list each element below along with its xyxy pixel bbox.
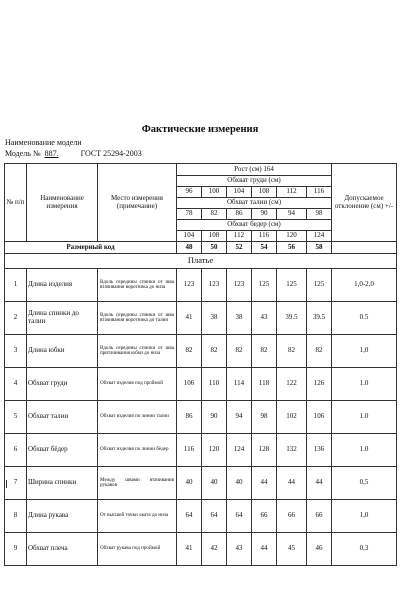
size-code-value: 48 (177, 242, 202, 254)
row-number: 4 (5, 368, 27, 401)
size-code-value: 50 (202, 242, 227, 254)
measurement-name: Длина рукава (27, 500, 98, 533)
measurement-value: 45 (277, 533, 307, 566)
header-hips: Обхват бедер (см) (177, 220, 332, 231)
hips-value: 112 (227, 231, 252, 242)
table-row (5, 467, 397, 500)
measurement-value: 94 (227, 401, 252, 434)
size-code-value: 52 (227, 242, 252, 254)
measurement-value: 43 (227, 533, 252, 566)
header-tolerance: Допускаемое отклонение (см) +/- (332, 164, 397, 242)
waist-value: 78 (177, 209, 202, 220)
model-number-line (5, 149, 142, 158)
measurement-value: 66 (277, 500, 307, 533)
measurement-place: Обхват изделия по линии талии (98, 401, 177, 434)
measurement-value: 98 (252, 401, 277, 434)
size-code-tolerance-cell (332, 242, 397, 254)
measurement-value: 66 (252, 500, 277, 533)
hips-value: 120 (277, 231, 307, 242)
measurement-place: Обхват рукава под проймой (98, 533, 177, 566)
header-waist: Обхват талии (см) (177, 198, 332, 209)
tolerance-value: 1,0 (332, 335, 397, 368)
measurement-name: Обхват груди (27, 368, 98, 401)
measurement-value: 40 (227, 467, 252, 500)
measurement-value: 125 (252, 269, 277, 302)
row-number: 2 (5, 302, 27, 335)
measurement-name: Ширина спинки (27, 467, 98, 500)
table-row (5, 500, 397, 533)
measurement-value: 125 (277, 269, 307, 302)
gost-label: ГОСТ 25294-2003 (80, 149, 142, 158)
table-row (5, 269, 397, 302)
measurement-name: Обхват бёдер (27, 434, 98, 467)
header-place: Место измерения (примечание) (98, 164, 177, 242)
table-row (5, 401, 397, 434)
measurement-value: 106 (177, 368, 202, 401)
measurement-place: Обхват изделия под проймой (98, 368, 177, 401)
measurement-place: Вдоль середины спинки от шва втачивания воротника до низа (98, 269, 177, 302)
table-row (5, 335, 397, 368)
measurement-value: 82 (252, 335, 277, 368)
waist-value: 94 (277, 209, 307, 220)
size-code-label: Размерный код (5, 242, 177, 254)
measurement-value: 44 (252, 533, 277, 566)
header-height: Рост (см) 164 (177, 164, 332, 176)
measurement-value: 116 (177, 434, 202, 467)
measurement-value: 44 (307, 467, 332, 500)
tolerance-value: 1.0 (332, 401, 397, 434)
row-number: 1 (5, 269, 27, 302)
model-no-value: 887. (44, 149, 59, 158)
row-number: 3 (5, 335, 27, 368)
chest-value: 112 (277, 187, 307, 198)
header-chest: Обхват груди (см) (177, 176, 332, 187)
text-cursor (6, 480, 7, 488)
hips-value: 108 (202, 231, 227, 242)
measurement-value: 123 (202, 269, 227, 302)
measurement-value: 86 (177, 401, 202, 434)
chest-value: 104 (227, 187, 252, 198)
section-label: Платье (5, 254, 397, 269)
measurement-value: 114 (227, 368, 252, 401)
measurement-value: 66 (307, 500, 332, 533)
measurement-place: От высшей точки оката до низа (98, 500, 177, 533)
hips-value: 124 (307, 231, 332, 242)
measurement-value: 82 (277, 335, 307, 368)
measurement-value: 106 (307, 401, 332, 434)
measurement-name: Длина спинки до талии (27, 302, 98, 335)
measurement-value: 64 (177, 500, 202, 533)
measurement-value: 120 (202, 434, 227, 467)
measurement-place: Вдоль середины спинки от шва притачивания юбки до низа (98, 335, 177, 368)
row-number: 5 (5, 401, 27, 434)
model-name-label: Наименование модели (5, 138, 82, 147)
measurement-name: Длина юбки (27, 335, 98, 368)
measurement-value: 128 (252, 434, 277, 467)
table-row (5, 533, 397, 566)
chest-value: 96 (177, 187, 202, 198)
tolerance-value: 1.0 (332, 434, 397, 467)
hips-value: 116 (252, 231, 277, 242)
row-number: 6 (5, 434, 27, 467)
measurement-value: 125 (307, 269, 332, 302)
measurement-value: 136 (307, 434, 332, 467)
measurement-value: 82 (307, 335, 332, 368)
tolerance-value: 0.5 (332, 302, 397, 335)
measurement-value: 64 (202, 500, 227, 533)
header-name: Наименование измерения (27, 164, 98, 242)
hips-value: 104 (177, 231, 202, 242)
measurement-value: 44 (252, 467, 277, 500)
measurement-value: 124 (227, 434, 252, 467)
measurement-value: 46 (307, 533, 332, 566)
chest-value: 108 (252, 187, 277, 198)
measurement-name: Обхват талии (27, 401, 98, 434)
measurement-value: 102 (277, 401, 307, 434)
size-code-value: 56 (277, 242, 307, 254)
measurement-value: 123 (177, 269, 202, 302)
row-number: 8 (5, 500, 27, 533)
waist-value: 86 (227, 209, 252, 220)
measurement-value: 82 (227, 335, 252, 368)
measurement-value: 82 (177, 335, 202, 368)
row-number: 7 (5, 467, 27, 500)
measurement-value: 118 (252, 368, 277, 401)
waist-value: 90 (252, 209, 277, 220)
size-code-value: 54 (252, 242, 277, 254)
tolerance-value: 0,5 (332, 467, 397, 500)
document-title: Фактические измерения (141, 124, 259, 135)
measurement-value: 110 (202, 368, 227, 401)
chest-value: 100 (202, 187, 227, 198)
tolerance-value: 1.0 (332, 368, 397, 401)
measurement-value: 38 (202, 302, 227, 335)
measurement-place: Вдоль середины спинки от шва втачивания воротника до талии (98, 302, 177, 335)
measurement-value: 39.5 (277, 302, 307, 335)
measurement-value: 40 (202, 467, 227, 500)
measurement-value: 64 (227, 500, 252, 533)
measurement-value: 41 (177, 302, 202, 335)
tolerance-value: 1,0 (332, 500, 397, 533)
tolerance-value: 0,3 (332, 533, 397, 566)
measurement-value: 44 (277, 467, 307, 500)
measurement-value: 39.5 (307, 302, 332, 335)
tolerance-value: 1,0-2,0 (332, 269, 397, 302)
measurement-value: 82 (202, 335, 227, 368)
table-row (5, 368, 397, 401)
table-row (5, 434, 397, 467)
measurements-table (4, 163, 397, 566)
chest-value: 116 (307, 187, 332, 198)
waist-value: 98 (307, 209, 332, 220)
measurement-value: 122 (277, 368, 307, 401)
measurement-value: 38 (227, 302, 252, 335)
table-row (5, 302, 397, 335)
measurement-value: 41 (177, 533, 202, 566)
measurement-value: 132 (277, 434, 307, 467)
measurement-value: 42 (202, 533, 227, 566)
measurement-name: Обхват плеча (27, 533, 98, 566)
measurement-value: 40 (177, 467, 202, 500)
waist-value: 82 (202, 209, 227, 220)
measurement-value: 43 (252, 302, 277, 335)
measurement-name: Длина изделия (27, 269, 98, 302)
measurement-value: 126 (307, 368, 332, 401)
measurement-place: Между швами втачивания рукавов (98, 467, 177, 500)
measurement-value: 90 (202, 401, 227, 434)
model-no-label: Модель № (5, 149, 41, 158)
size-code-value: 58 (307, 242, 332, 254)
row-number: 9 (5, 533, 27, 566)
header-no: № п/п (5, 164, 27, 242)
measurement-value: 123 (227, 269, 252, 302)
measurement-place: Обхват изделия по линии бёдер (98, 434, 177, 467)
